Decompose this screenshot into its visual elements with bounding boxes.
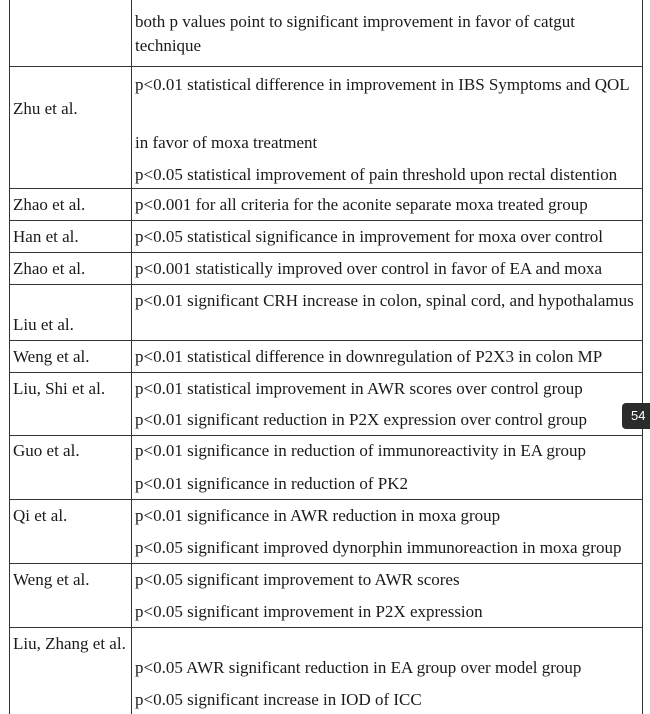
result-cell: p<0.01 statistical difference in downregulation of P2X3 in colon MP	[132, 341, 643, 373]
result-cell: p<0.05 significant improved dynorphin immunoreaction in moxa group	[132, 532, 643, 564]
result-cell: both p values point to significant improvement in favor of catgut technique	[132, 0, 643, 67]
study-cell: Liu et al.	[10, 285, 132, 341]
study-cell: Guo et al.	[10, 436, 132, 468]
results-table	[9, 0, 643, 714]
study-cell: Weng et al.	[10, 341, 132, 373]
study-cell: Liu, Shi et al.	[10, 373, 132, 405]
study-cell: Liu, Zhang et al.	[10, 628, 132, 684]
study-cell: Qi et al.	[10, 500, 132, 532]
table-row	[10, 253, 643, 285]
table-row	[10, 373, 643, 405]
result-cell: p<0.01 significant CRH increase in colon, spinal cord, and hypothalamus	[132, 285, 643, 341]
table-row	[10, 532, 643, 564]
result-cell: p<0.001 statistically improved over control in favor of EA and moxa	[132, 253, 643, 285]
study-cell	[10, 532, 132, 564]
study-cell: Zhao et al.	[10, 253, 132, 285]
table-row	[10, 500, 643, 532]
table-row	[10, 468, 643, 500]
result-cell: p<0.01 significance in reduction of immunoreactivity in EA group	[132, 436, 643, 468]
result-cell: p<0.05 statistical improvement of pain threshold upon rectal distention	[132, 157, 643, 189]
result-cell: p<0.01 significance in AWR reduction in moxa group	[132, 500, 643, 532]
result-cell: p<0.01 statistical improvement in AWR scores over control group	[132, 373, 643, 405]
table-row	[10, 405, 643, 436]
result-cell: in favor of moxa treatment	[132, 125, 643, 157]
study-cell	[10, 0, 132, 67]
result-cell: p<0.05 statistical significance in improvement for moxa over control	[132, 221, 643, 253]
table-row	[10, 564, 643, 596]
table-row	[10, 157, 643, 189]
result-cell: p<0.05 significant improvement in P2X expression	[132, 596, 643, 628]
table-row	[10, 436, 643, 468]
table-row	[10, 221, 643, 253]
results-table-wrapper	[9, 0, 642, 714]
result-cell: p<0.01 significance in reduction of PK2	[132, 468, 643, 500]
result-cell: p<0.05 AWR significant reduction in EA group over model group	[132, 628, 643, 684]
result-cell: p<0.05 significant improvement to AWR scores	[132, 564, 643, 596]
table-row	[10, 0, 643, 67]
table-row	[10, 125, 643, 157]
study-cell: Zhu et al.	[10, 67, 132, 125]
study-cell	[10, 405, 132, 436]
page-number-badge: 54	[622, 403, 650, 429]
study-cell: Weng et al.	[10, 564, 132, 596]
table-row	[10, 285, 643, 341]
study-cell: Zhao et al.	[10, 189, 132, 221]
result-cell: p<0.01 statistical difference in improvement in IBS Symptoms and QOL	[132, 67, 643, 125]
result-cell: p<0.01 significant reduction in P2X expression over control group	[132, 405, 643, 436]
study-cell	[10, 125, 132, 157]
study-cell	[10, 468, 132, 500]
result-cell: p<0.001 for all criteria for the aconite separate moxa treated group	[132, 189, 643, 221]
table-row	[10, 189, 643, 221]
result-cell: p<0.05 significant increase in IOD of ICC	[132, 684, 643, 714]
table-row	[10, 628, 643, 684]
table-row	[10, 341, 643, 373]
study-cell	[10, 596, 132, 628]
study-cell	[10, 684, 132, 714]
table-row	[10, 67, 643, 125]
table-row	[10, 596, 643, 628]
study-cell	[10, 157, 132, 189]
study-cell: Han et al.	[10, 221, 132, 253]
table-row	[10, 684, 643, 714]
